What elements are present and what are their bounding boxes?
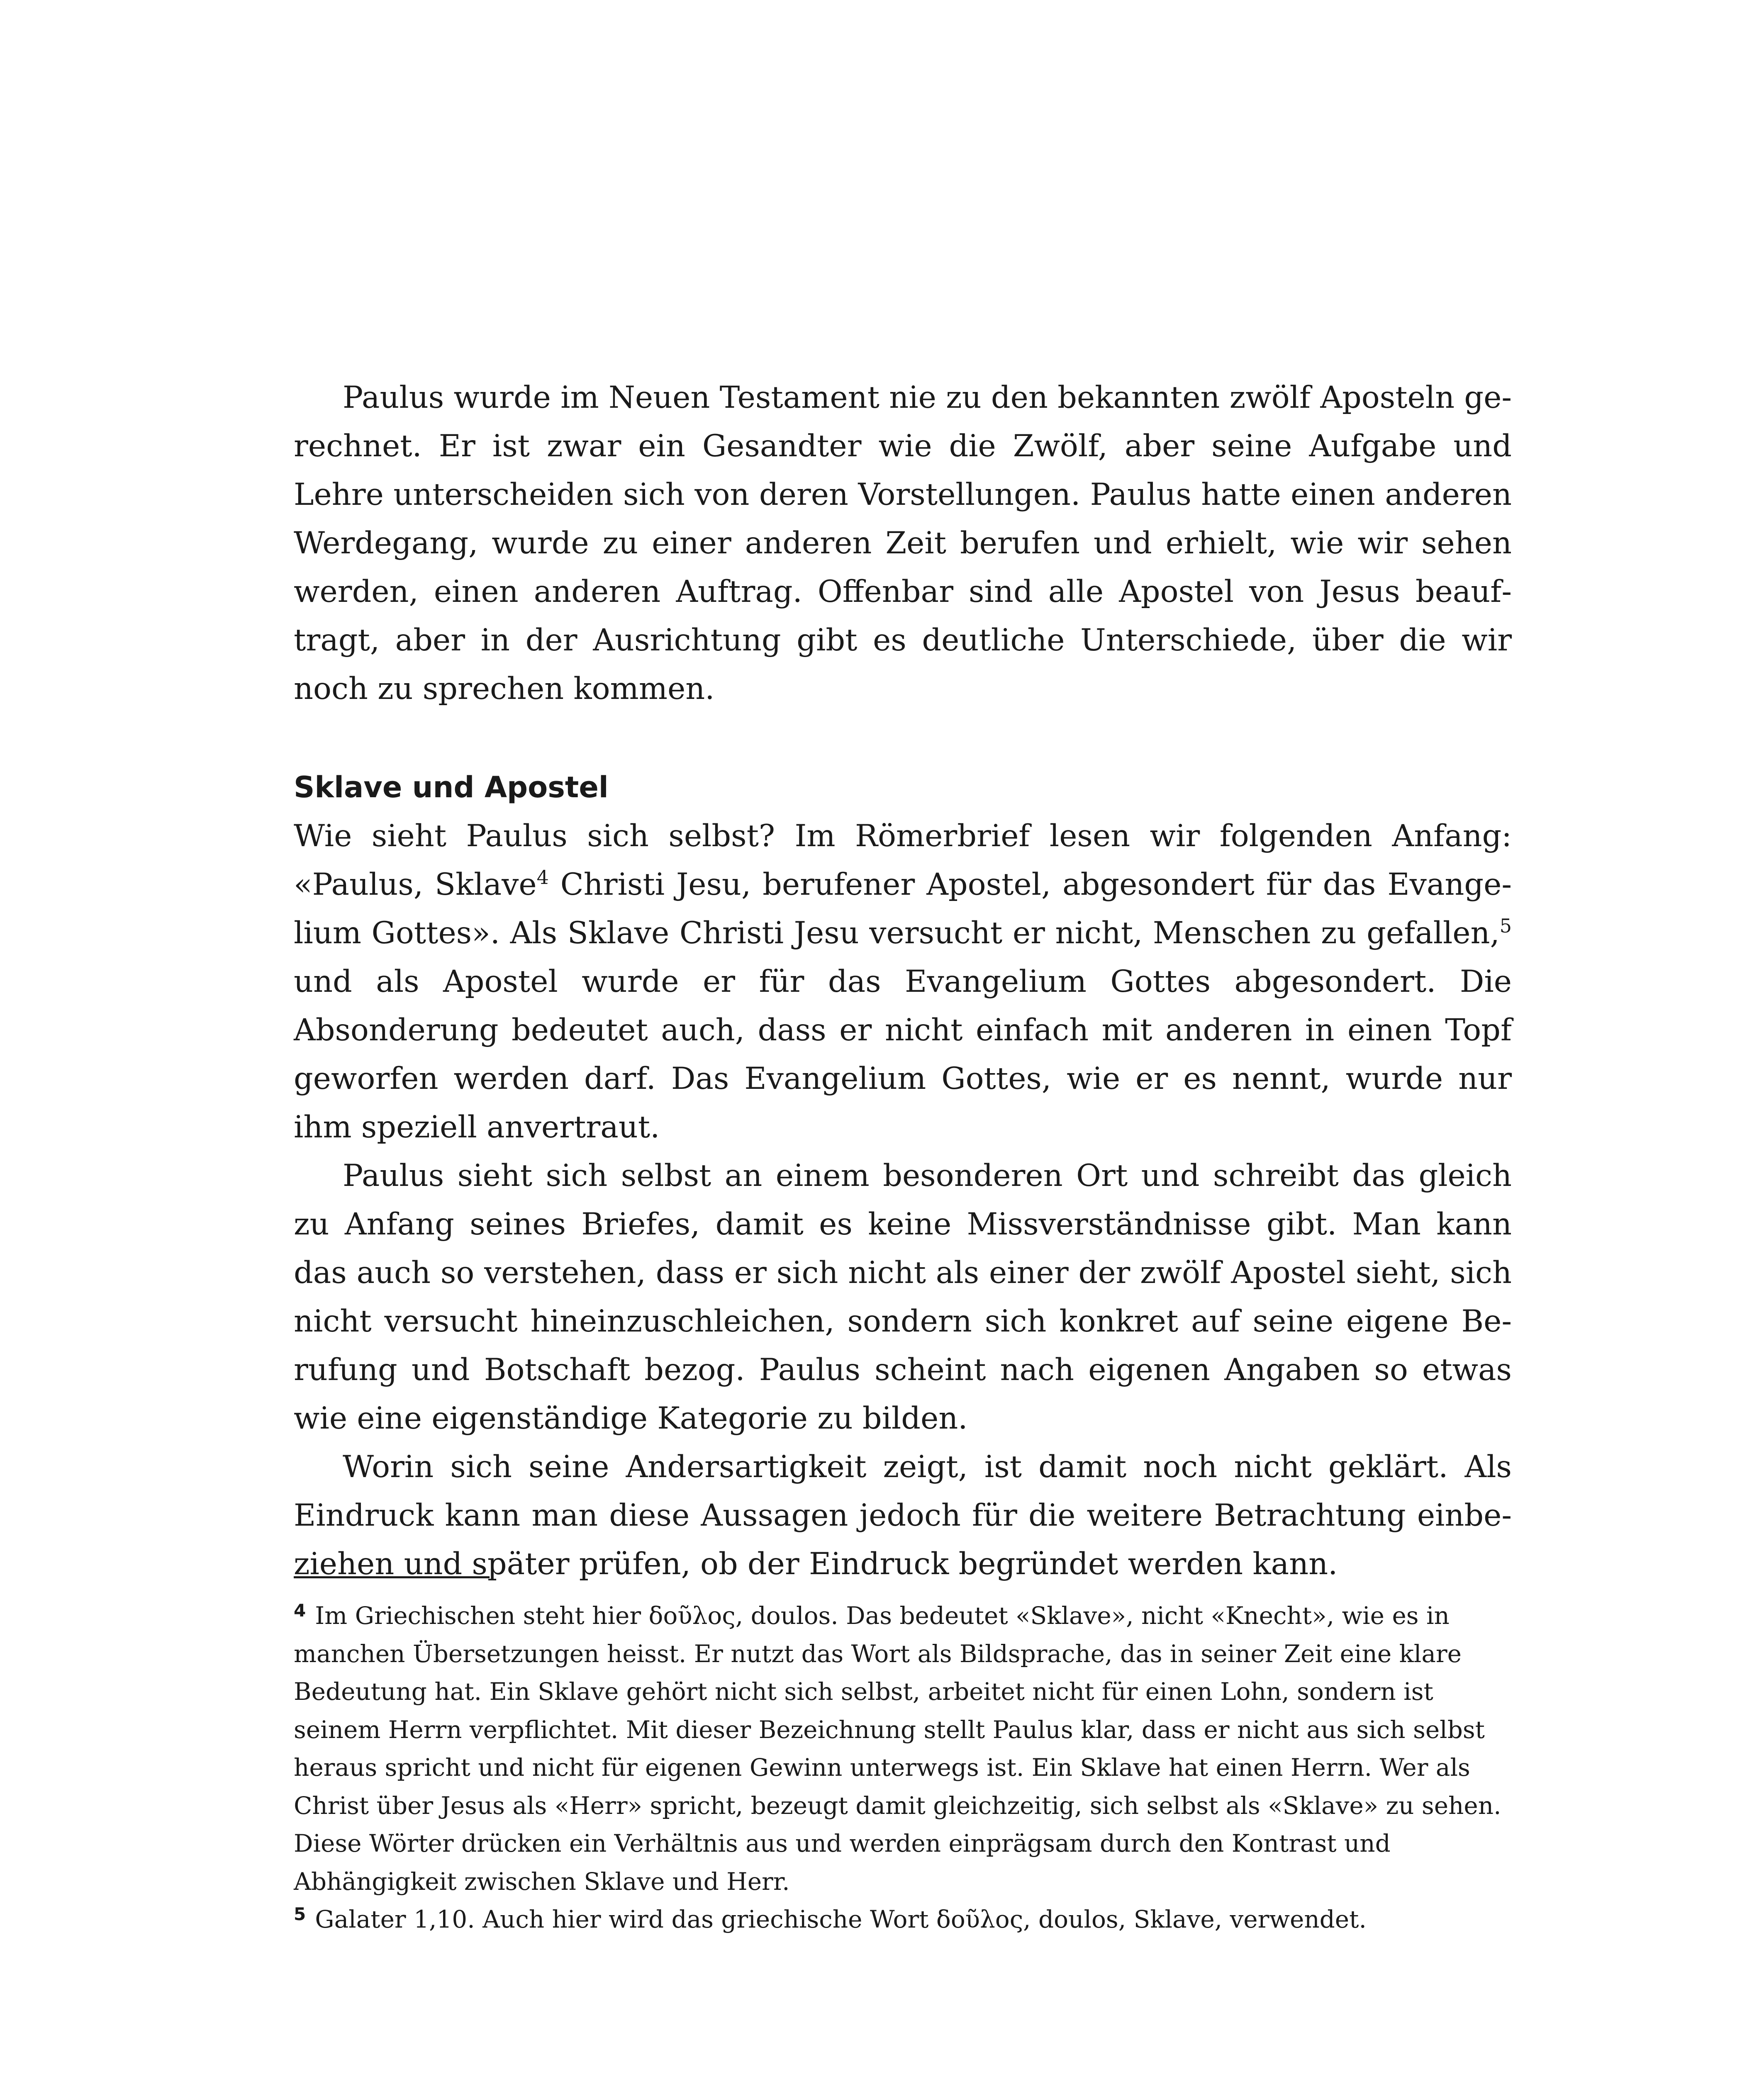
paragraph-text: Christi Jesu, berufener Apostel, abgesondert für das Evangelium Gottes». Als Sklave Christi Jesu versucht er nicht, Menschen zu gefallen, bbox=[294, 867, 1512, 951]
paragraph-text: und als Apostel wurde er für das Evangelium Gottes abgesondert. Die Absonderung bedeutet auch, dass er nicht einfach mit anderen in einen Topf geworfen werden darf. Das Evangelium Gottes, wie er es nennt, wurde nur ihm speziell anvertraut. bbox=[294, 964, 1512, 1145]
intro-block bbox=[294, 373, 1512, 713]
section-paragraph-2: Paulus sieht sich selbst an einem besonderen Ort und schreibt das gleich zu Anfang seines Briefes, damit es keine Missverständnisse gibt. Man kann das auch so verstehen, dass er sich nicht als einer der zwölf Apostel sieht, sich nicht versucht hineinzuschleichen, sondern sich konkret auf seine eigene Berufung und Botschaft bezog. Paulus scheint nach eigenen Angaben so etwas wie eine eigenständige Kategorie zu bilden. bbox=[294, 1158, 1512, 1436]
footnote-4 bbox=[294, 1597, 1512, 1901]
footnote-text: Galater 1,10. Auch hier wird das griechische Wort δοῦλος, doulos, Sklave, verwendet. bbox=[315, 1905, 1367, 1933]
footnote-ref-4: 4 bbox=[536, 866, 549, 889]
section-sklave-und-apostel bbox=[294, 763, 1512, 1588]
footnote-text: Im Griechischen steht hier δοῦλος, doulos. Das bedeutet «Sklave», nicht «Knecht», wie es in manchen Übersetzungen heisst. Er nutzt das Wort als Bildsprache, das in seiner Zeit eine klare Bedeutung hat. Ein Sklave gehört nicht sich selbst, arbeitet nicht für einen Lohn, sondern ist seinem Herrn verpflichtet. Mit dieser Bezeichnung stellt Paulus klar, dass er nicht aus sich selbst heraus spricht und nicht für eigenen Gewinn unterwegs ist. Ein Sklave hat einen Herrn. Wer als Christ über Jesus als «Herr» spricht, bezeugt damit gleichzeitig, sich selbst als «Sklave» zu sehen. Diese Wörter drücken ein Verhältnis aus und werden einprägsam durch den Kontrast und Abhängigkeit zwischen Sklave und Herr. bbox=[294, 1602, 1501, 1896]
intro-paragraph: Paulus wurde im Neuen Testament nie zu den bekannten zwölf Aposteln gerechnet. Er ist zwar ein Gesandter wie die Zwölf, aber seine Aufgabe und Lehre unterscheiden sich von deren Vorstellungen. Paulus hatte einen anderen Werdegang, wurde zu einer anderen Zeit berufen und erhielt, wie wir sehen werden, einen anderen Auftrag. Offenbar sind alle Apostel von Jesus beauftragt, aber in der Ausrichtung gibt es deutliche Unterschiede, über die wir noch zu sprechen kommen. bbox=[294, 380, 1512, 706]
section-paragraph-3: Worin sich seine Andersartigkeit zeigt, ist damit noch nicht geklärt. Als Eindruck kann man diese Aussagen jedoch für die weitere Betrachtung einbeziehen und später prüfen, ob der Eindruck begründet werden kann. bbox=[294, 1449, 1512, 1582]
paragraph-text: Wie sieht Paulus sich selbst? Im Römerbrief lesen wir folgenden Anfang: «Paulus, Sklave bbox=[294, 818, 1512, 902]
footnotes bbox=[294, 1597, 1512, 1939]
section-heading: Sklave und Apostel bbox=[294, 770, 609, 804]
footnote-ref-5: 5 bbox=[1499, 915, 1512, 937]
section-paragraph-1 bbox=[294, 812, 1512, 1151]
footnote-5 bbox=[294, 1901, 1512, 1939]
footnote-divider bbox=[294, 1576, 490, 1578]
footnote-number: 4 bbox=[294, 1600, 306, 1621]
footnote-number: 5 bbox=[294, 1904, 306, 1924]
